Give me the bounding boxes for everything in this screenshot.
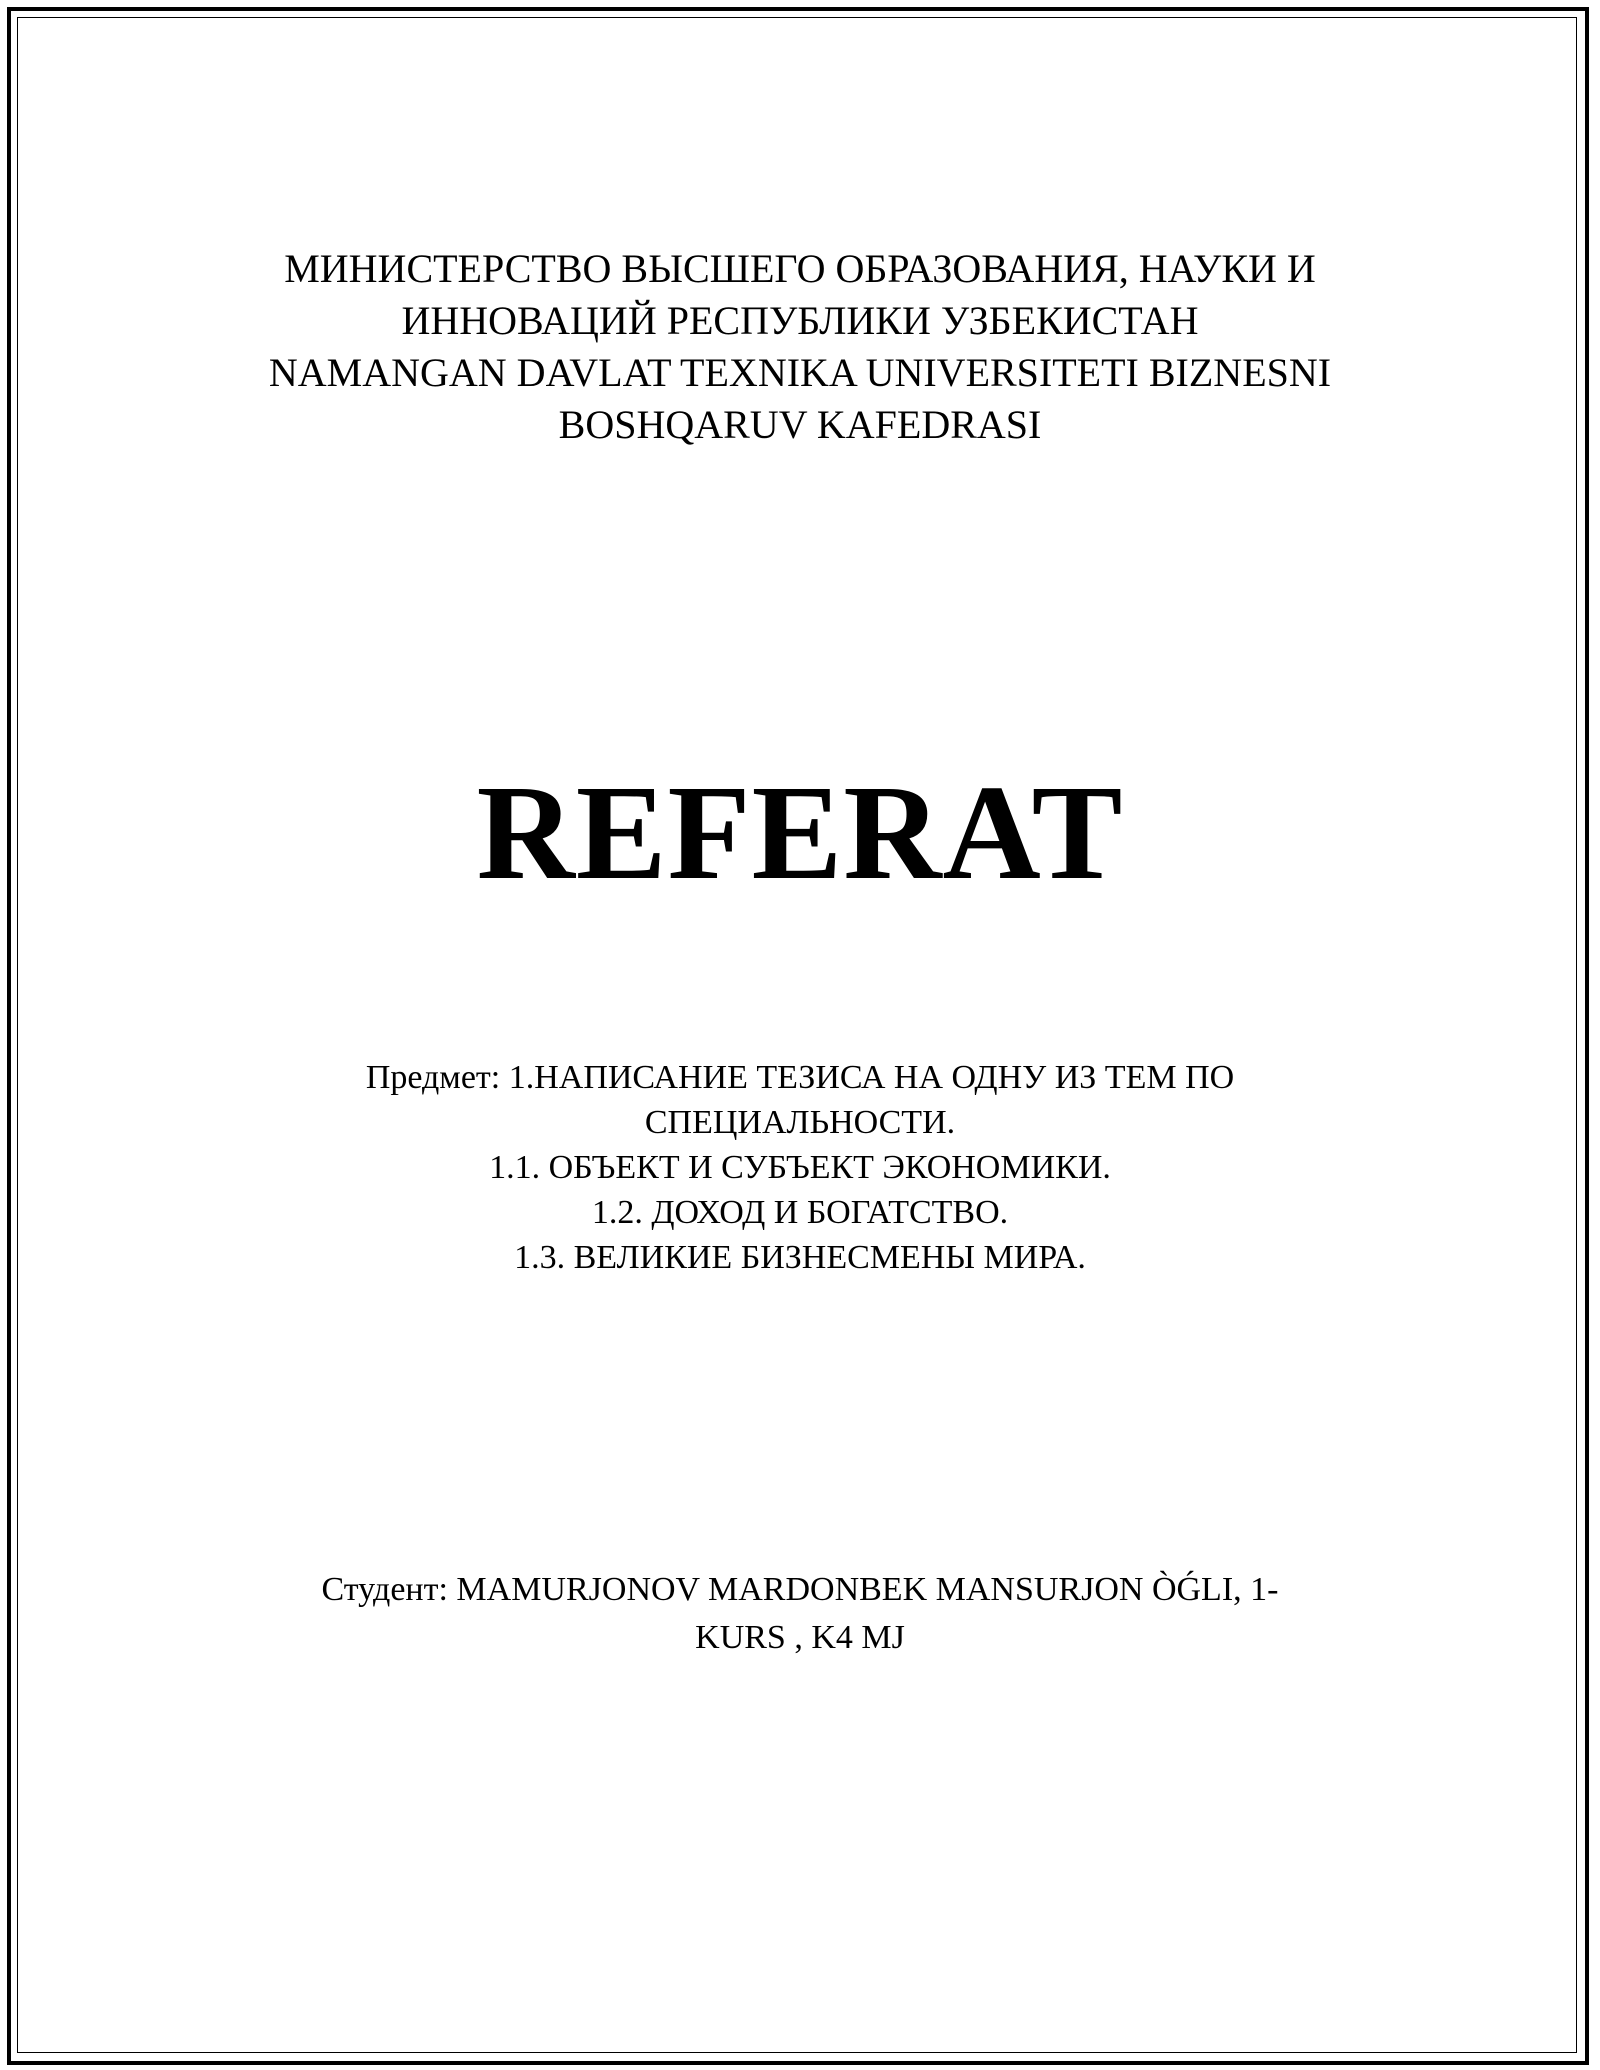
subject-line: 1.3. ВЕЛИКИЕ БИЗНЕСМЕНЫ МИРА. [514, 1239, 1086, 1276]
student-line: Студент: MAMURJONOV MARDONBEK MANSURJON ÒǴLI, 1- [321, 1571, 1279, 1608]
header-line: МИНИСТЕРСТВО ВЫСШЕГО ОБРАЗОВАНИЯ, НАУКИ И [284, 246, 1316, 291]
subject-line: Предмет: 1.НАПИСАНИЕ ТЕЗИСА НА ОДНУ ИЗ ТЕМ ПО [365, 1059, 1235, 1096]
subject-block [0, 1055, 1600, 1280]
ministry-header [0, 243, 1600, 451]
subject-line: СПЕЦИАЛЬНОСТИ. [644, 1104, 956, 1141]
header-line: BOSHQARUV KAFEDRASI [558, 402, 1042, 447]
subject-line: 1.2. ДОХОД И БОГАТСТВО. [591, 1194, 1009, 1231]
header-line: NAMANGAN DAVLAT TEXNIKA UNIVERSITETI BIZNESNI [268, 350, 1332, 395]
student-block [0, 1566, 1600, 1662]
document-title: REFERAT [476, 758, 1124, 908]
student-line: KURS , K4 MJ [695, 1619, 905, 1656]
subject-line: 1.1. ОБЪЕКТ И СУБЪЕКТ ЭКОНОМИКИ. [489, 1149, 1111, 1186]
header-line: ИННОВАЦИЙ РЕСПУБЛИКИ УЗБЕКИСТАН [401, 298, 1199, 343]
